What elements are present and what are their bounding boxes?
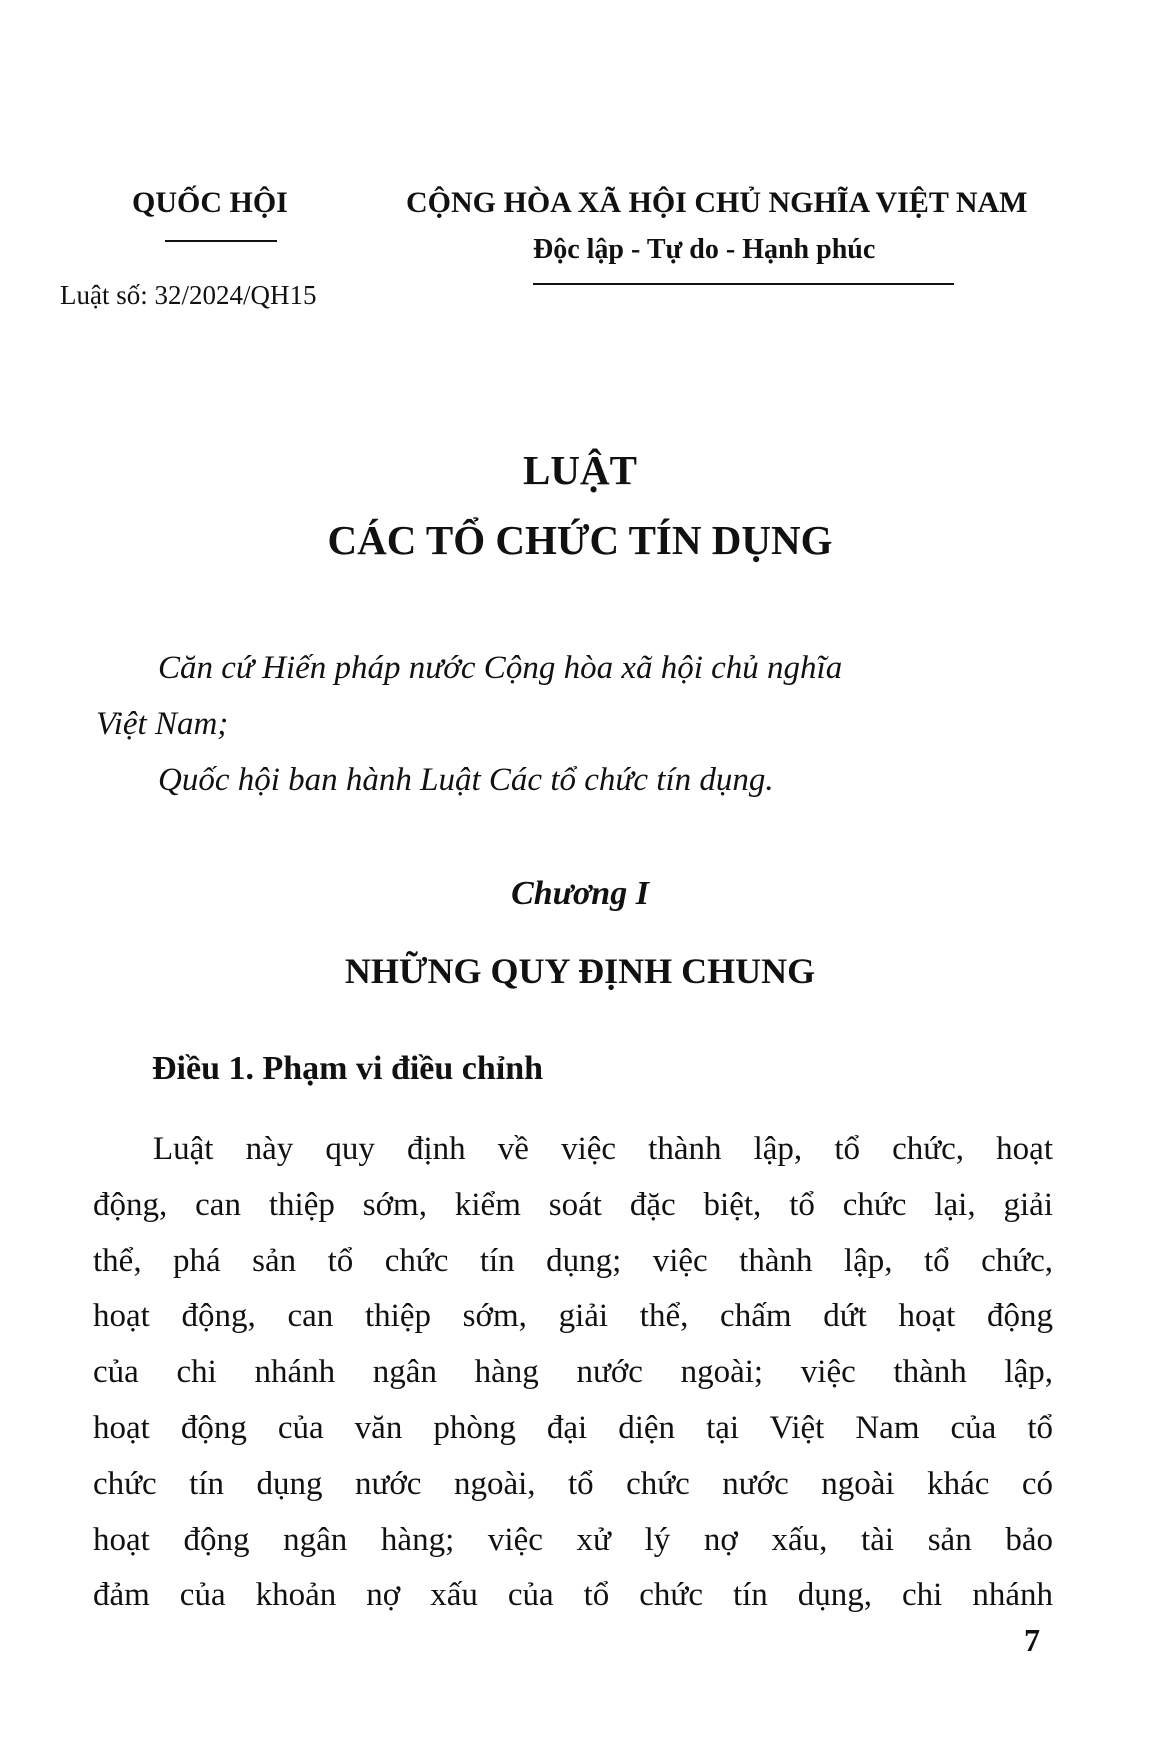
page-number: 7: [1024, 1622, 1040, 1658]
article-line: hoạt động, can thiệp sớm, giải thể, chấm dứt hoạt động: [93, 1298, 1053, 1335]
article-line: Luật này quy định về việc thành lập, tổ chức, hoạt: [153, 1131, 1053, 1167]
law-number: Luật số: 32/2024/QH15: [60, 280, 317, 310]
article-line: thể, phá sản tổ chức tín dụng; việc thành lập, tổ chức,: [93, 1242, 1053, 1279]
nation-name: CỘNG HÒA XÃ HỘI CHỦ NGHĨA VIỆT NAM: [406, 186, 1028, 219]
chapter-number: Chương I: [511, 875, 649, 912]
motto-underline: [533, 283, 954, 285]
law-subtitle: CÁC TỔ CHỨC TÍN DỤNG: [327, 517, 833, 563]
article-line: hoạt động của văn phòng đại diện tại Việt Nam của tổ: [93, 1409, 1053, 1446]
preamble-line-2: Việt Nam;: [96, 706, 229, 742]
chapter-title: NHỮNG QUY ĐỊNH CHUNG: [344, 951, 816, 991]
article-line: chức tín dụng nước ngoài, tổ chức nước ngoài khác có: [93, 1465, 1053, 1502]
article-body: [93, 1122, 1053, 1624]
article-heading: Điều 1. Phạm vi điều chỉnh: [152, 1050, 544, 1087]
issuer-underline: [165, 240, 277, 242]
law-title: LUẬT: [523, 447, 637, 493]
preamble-line-3: Quốc hội ban hành Luật Các tổ chức tín dụng.: [158, 762, 774, 798]
article-line: động, can thiệp sớm, kiểm soát đặc biệt, tổ chức lại, giải: [93, 1186, 1053, 1223]
article-line: đảm của khoản nợ xấu của tổ chức tín dụng, chi nhánh: [93, 1577, 1053, 1614]
national-motto: Độc lập - Tự do - Hạnh phúc: [533, 234, 876, 265]
article-line: hoạt động ngân hàng; việc xử lý nợ xấu, tài sản bảo: [93, 1521, 1053, 1558]
issuer-name: QUỐC HỘI: [132, 186, 288, 219]
article-line: của chi nhánh ngân hàng nước ngoài; việc thành lập,: [93, 1354, 1053, 1391]
preamble-line-1: Căn cứ Hiến pháp nước Cộng hòa xã hội chủ nghĩa: [158, 650, 843, 686]
